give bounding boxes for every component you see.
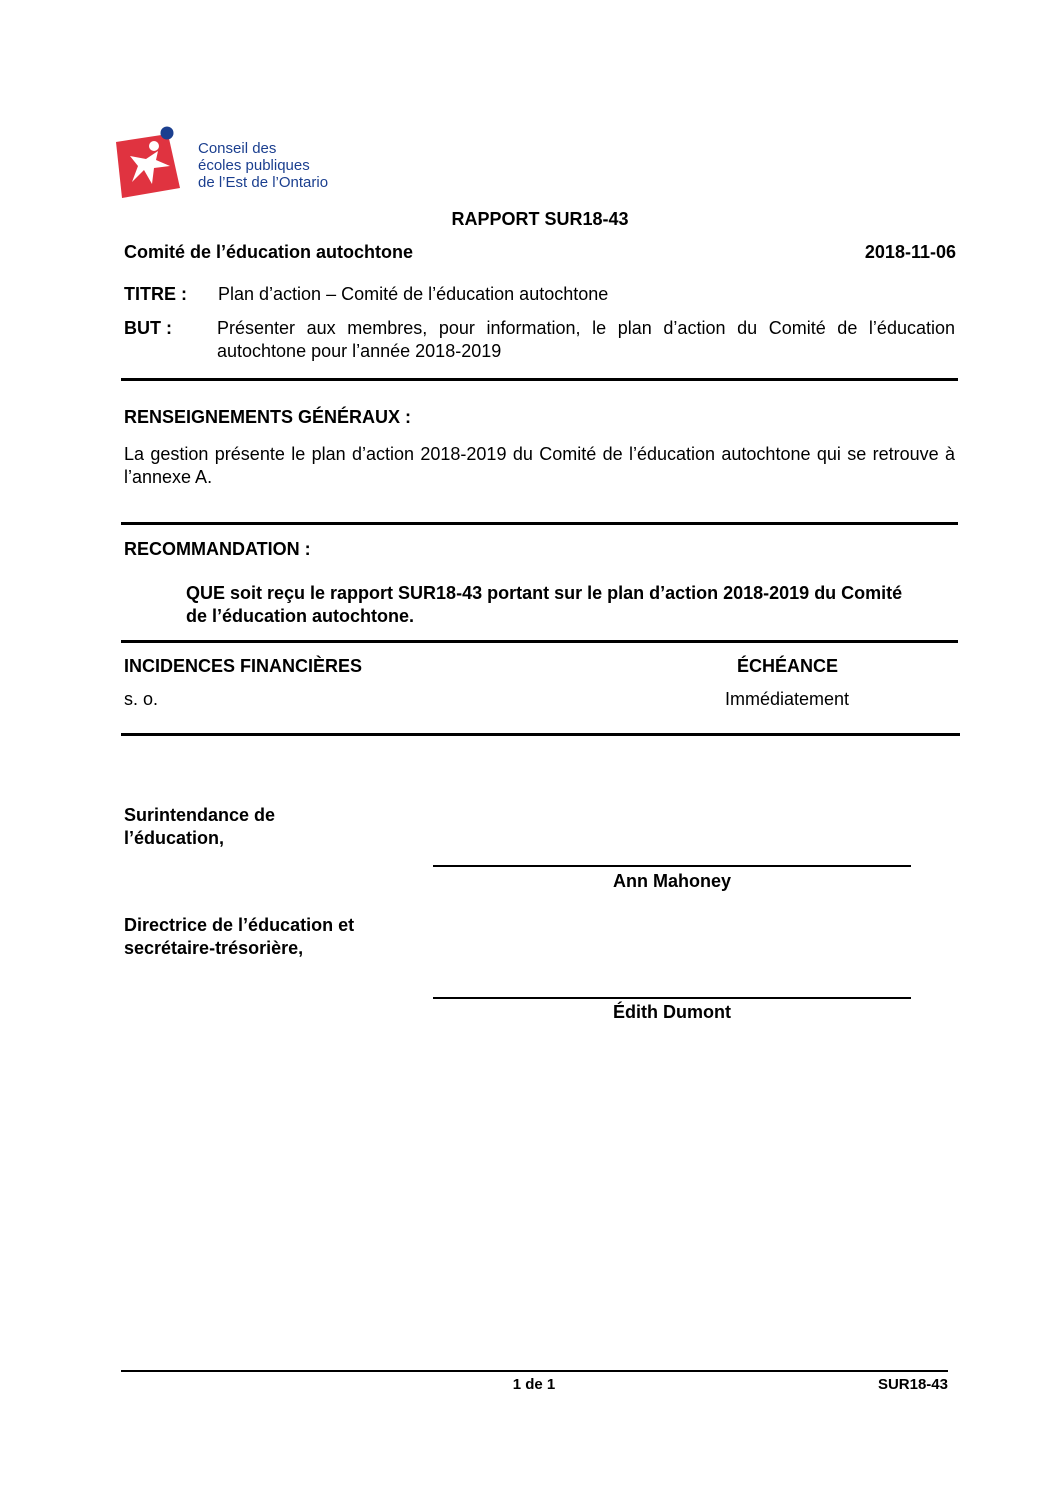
footer-ref: SUR18-43: [877, 1376, 948, 1393]
signature-line-1: [433, 865, 911, 867]
divider-2: [121, 522, 958, 525]
signature-name-2: Édith Dumont: [613, 1002, 731, 1022]
signature-role-1: [124, 804, 275, 850]
signature-role-2-line-1: Directrice de l’éducation et: [124, 915, 355, 935]
signature-role-1-line-1: Surintendance de: [124, 805, 276, 825]
incidences-heading: INCIDENCES FINANCIÈRES: [124, 656, 363, 676]
report-date: 2018-11-06: [864, 242, 956, 262]
divider-1: [121, 378, 958, 381]
incidences-value: s. o.: [124, 689, 159, 709]
logo-mark-icon: [116, 126, 186, 198]
report-title: RAPPORT SUR18-43: [451, 209, 629, 229]
renseignements-heading: RENSEIGNEMENTS GÉNÉRAUX :: [124, 407, 412, 427]
echeance-value: Immédiatement: [725, 689, 850, 709]
divider-3: [121, 640, 958, 643]
footer-rule: [121, 1370, 948, 1372]
signature-role-1-line-2: l’éducation,: [124, 828, 225, 848]
signature-name-1: Ann Mahoney: [612, 871, 731, 891]
committee-name: Comité de l’éducation autochtone: [124, 242, 414, 262]
but-label: BUT :: [124, 318, 172, 338]
titre-value: Plan d’action – Comité de l’éducation autochtone: [218, 284, 609, 304]
renseignements-text: La gestion présente le plan d’action 2018-2019 du Comité de l’éducation autochtone qui se retrouve à l’annexe A.: [124, 444, 955, 487]
footer-page: 1 de 1: [512, 1376, 556, 1393]
logo-line-3: de l’Est de l’Ontario: [198, 174, 329, 191]
recommandation-text: QUE soit reçu le rapport SUR18-43 portant sur le plan d’action 2018-2019 du Comité de l’éducation autochtone.: [186, 583, 903, 626]
logo-line-2: écoles publiques: [198, 157, 310, 174]
recommandation-heading: RECOMMANDATION :: [124, 539, 311, 559]
signature-role-2: [124, 914, 354, 960]
divider-4: [121, 733, 960, 736]
but-value: Présenter aux membres, pour information, le plan d’action du Comité de l’éducation autochtone pour l’année 2018-2019: [217, 318, 955, 361]
titre-label: TITRE :: [124, 284, 187, 304]
org-logo: [116, 126, 356, 198]
signature-line-2: [433, 997, 911, 999]
echeance-heading: ÉCHÉANCE: [737, 656, 839, 676]
signature-role-2-line-2: secrétaire-trésorière,: [124, 938, 304, 958]
logo-line-1: Conseil des: [198, 140, 277, 157]
